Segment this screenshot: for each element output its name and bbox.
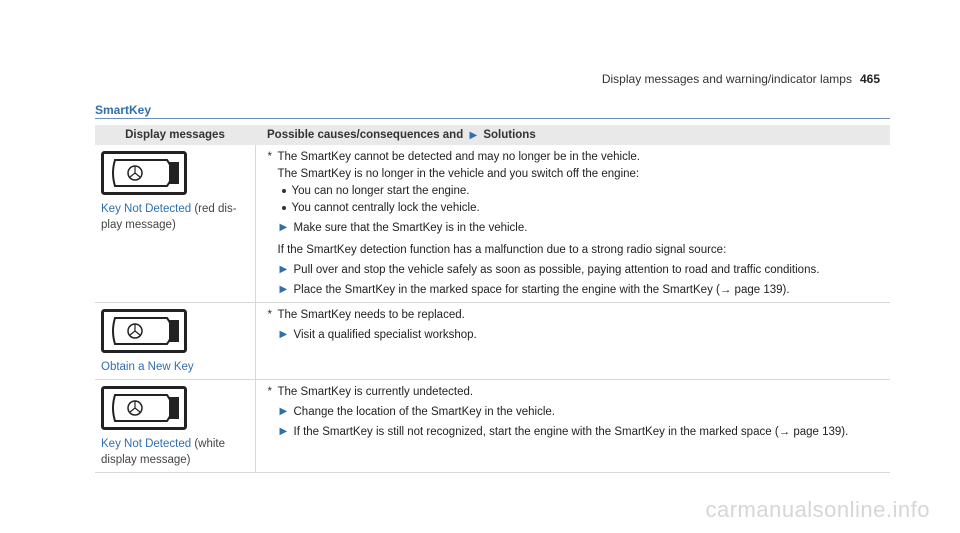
- message-cell: [95, 303, 255, 380]
- play-arrow-icon: ▶: [279, 264, 288, 275]
- solution-cell: * The SmartKey needs to be replaced. ▶ Visit a qualified specialist workshop.: [255, 303, 890, 380]
- page-number: 465: [859, 72, 880, 86]
- table-row: [95, 145, 890, 303]
- message-note: (white display message): [101, 438, 226, 466]
- solution-step-text: Place the SmartKey in the marked space for starting the engine with the SmartKey (→ page 139).: [293, 284, 790, 296]
- solution-step-text: Visit a qualified specialist workshop.: [293, 329, 477, 341]
- solution-step-text: If the SmartKey is still not recognized, start the engine with the SmartKey in the marked space (→ page 139).: [293, 426, 849, 438]
- cause-text: The SmartKey cannot be detected and may no longer be in the vehicle.: [277, 151, 640, 163]
- solution-step: [268, 282, 885, 298]
- solution-step-text: Pull over and stop the vehicle safely as soon as possible, paying attention to road and traffic conditions.: [293, 264, 820, 276]
- solution-cell: * The SmartKey cannot be detected and may no longer be in the vehicle. The SmartKey is no longer in the vehicle and you switch off the engine: You can no longer start the engine. You cannot centrally lock the vehicle. ▶ Make sure that the SmartKey is in the vehicle. If the SmartKey detection function has a malfunction due to a strong radio signal source: ▶ Pull over and stop the vehicle safely as soon as possible, paying attention to road and traffic conditions. ▶ Place the SmartKey in the marked space for starting the engine with the SmartKey (→ page 139).: [255, 145, 890, 303]
- play-arrow-icon: ▶: [279, 222, 288, 233]
- solution-step: [268, 262, 885, 278]
- page-header: [602, 72, 880, 86]
- detail-text: If the SmartKey detection function has a malfunction due to a strong radio signal source:: [277, 244, 727, 256]
- display-messages-table: [95, 125, 890, 473]
- table-row: [95, 303, 890, 380]
- message-label: Key Not Detected: [101, 203, 192, 215]
- bullet-item: You can no longer start the engine.: [268, 183, 885, 199]
- column-header-solutions-pre: Possible causes/consequences and: [267, 129, 464, 141]
- solution-cell: * The SmartKey is currently undetected. ▶ Change the location of the SmartKey in the vehicle. ▶ If the SmartKey is still not recognized, start the engine with the SmartKey in the marked space (→ page 139).: [255, 380, 890, 473]
- column-header-messages: Display messages: [95, 125, 255, 145]
- cause-text: The SmartKey needs to be replaced.: [277, 309, 465, 321]
- bullet-item: You cannot centrally lock the vehicle.: [268, 200, 885, 216]
- column-header-solutions-post: Solutions: [483, 129, 536, 141]
- solution-step: [268, 220, 885, 236]
- cause-text: The SmartKey is currently undetected.: [277, 386, 474, 398]
- play-arrow-icon: ▶: [469, 130, 478, 141]
- smartkey-icon: [101, 309, 187, 353]
- page-header-title: Display messages and warning/indicator lamps: [601, 72, 852, 86]
- table-header-row: [95, 125, 890, 145]
- message-cell: [95, 380, 255, 473]
- solution-step-text: Change the location of the SmartKey in the vehicle.: [293, 406, 555, 418]
- detail-text: The SmartKey is no longer in the vehicle and you switch off the engine:: [277, 168, 640, 180]
- play-arrow-icon: ▶: [279, 406, 288, 417]
- solution-step-text: Make sure that the SmartKey is in the vehicle.: [293, 222, 528, 234]
- message-label: Obtain a New Key: [101, 361, 194, 373]
- message-cell: [95, 145, 255, 303]
- message-label: Key Not Detected: [101, 438, 192, 450]
- play-arrow-icon: ▶: [279, 329, 288, 340]
- solution-step: [268, 327, 885, 343]
- smartkey-icon: [101, 386, 187, 430]
- section-divider: [95, 118, 890, 119]
- play-arrow-icon: ▶: [279, 284, 288, 295]
- solution-step: [268, 404, 885, 420]
- column-header-solutions: [255, 125, 890, 145]
- section-title: SmartKey: [95, 103, 152, 117]
- watermark: carmanualsonline.info: [705, 497, 930, 522]
- smartkey-icon: [101, 151, 187, 195]
- table-row: [95, 380, 890, 473]
- message-note: (red dis-play message): [101, 203, 237, 231]
- solution-step: [268, 424, 885, 440]
- play-arrow-icon: ▶: [279, 426, 288, 437]
